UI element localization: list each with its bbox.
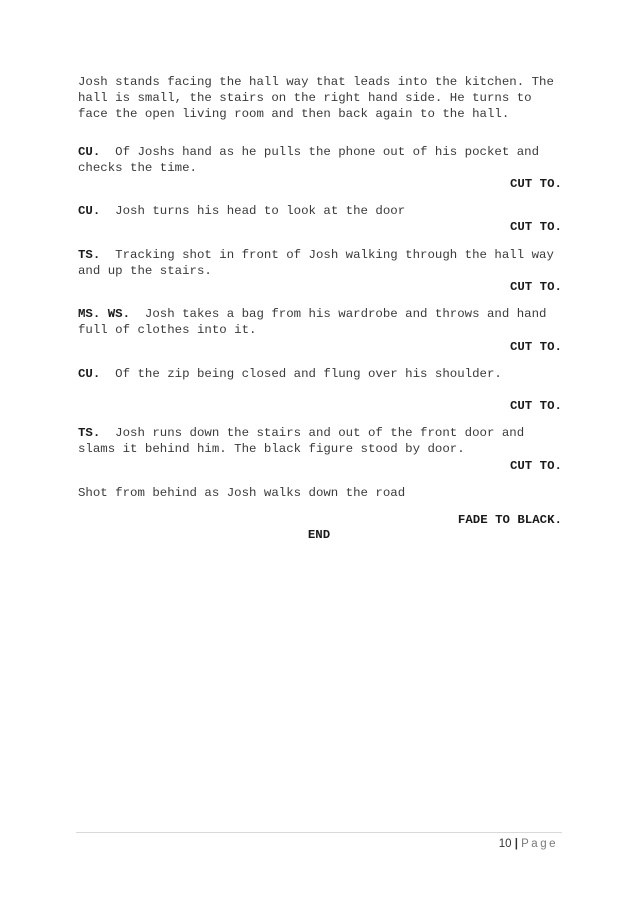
page-footer [499,838,558,850]
shot-text: Josh turns his head to look at the door [100,204,406,219]
script-body [78,74,562,528]
shot-code: CU. [78,366,101,381]
closing-block [78,485,562,528]
transition-label: CUT TO. [509,339,562,354]
page-number: 10 [498,838,512,850]
shot-text: Josh takes a bag from his wardrobe and throws and hand full of clothes into it. [78,307,554,338]
transition-label: CUT TO. [509,458,562,473]
shot-description [78,366,562,382]
intro-paragraph: Josh stands facing the hall way that leads into the kitchen. The hall is small, the stairs on the right hand side. He turns to face the open living room and then back again to the hall. [78,75,562,122]
shot-text: Of Joshs hand as he pulls the phone out of his pocket and checks the time. [78,144,547,175]
transition-label: CUT TO. [509,280,562,295]
shot-description [78,247,562,279]
transition-label: CUT TO. [509,399,562,414]
shot-description [78,203,562,219]
shot-code: TS. [78,247,101,262]
closing-line: Shot from behind as Josh walks down the road [78,485,406,500]
shot-description [78,144,562,176]
shot-text: Of the zip being closed and flung over his shoulder. [100,366,502,381]
shot-code: CU. [78,204,101,219]
shot-block [78,366,562,414]
footer-separator: | [514,838,518,850]
shot-description [78,306,562,338]
footer-divider [76,832,562,833]
shot-block [78,144,562,193]
shot-code: TS. [78,426,101,441]
shot-block [78,203,562,235]
shot-code: MS. WS. [78,307,131,322]
shot-block [78,306,562,355]
shot-text: Tracking shot in front of Josh walking through the hall way and up the stairs. [78,247,562,278]
end-label: END [307,528,331,542]
fade-to-black-label: FADE TO BLACK. [457,513,562,528]
transition-label: CUT TO. [509,220,562,235]
shot-code: CU. [78,144,101,159]
shot-block [78,425,562,474]
page-word: Page [521,838,558,850]
shot-description [78,425,562,457]
shot-block [78,247,562,296]
transition-label: CUT TO. [509,177,562,192]
shot-text: Josh runs down the stairs and out of the front door and slams it behind him. The black figure stood by door. [78,426,532,457]
